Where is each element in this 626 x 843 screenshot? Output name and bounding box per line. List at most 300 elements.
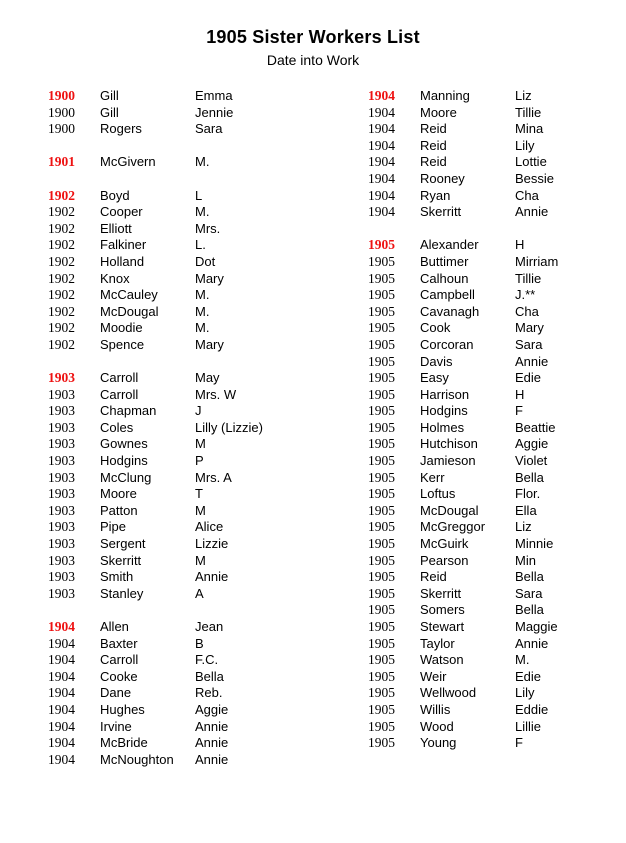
surname-cell: Watson [420,652,464,668]
given-name-cell: Mary [195,270,224,286]
year-cell: 1905 [368,552,395,568]
given-name-cell: Flor. [515,486,541,502]
list-item [48,669,348,686]
year-cell: 1904 [48,685,75,701]
year-cell: 1905 [368,635,395,651]
section-spacer [368,221,618,238]
list-item [48,387,348,404]
surname-cell: McNoughton [100,751,174,767]
list-item [368,652,618,669]
list-item [48,536,348,553]
year-cell: 1904 [48,751,75,767]
given-name-cell: Dot [195,253,216,269]
year-cell: 1903 [48,386,75,402]
given-name-cell: Aggie [195,701,229,717]
given-name-cell: Jennie [195,104,234,120]
given-name-cell: Bella [515,602,544,618]
year-cell: 1905 [368,486,395,502]
year-cell: 1902 [48,237,75,253]
year-cell: 1905 [368,519,395,535]
surname-cell: Alexander [420,237,479,253]
given-name-cell: P [195,453,204,469]
list-item [368,121,618,138]
list-item [48,154,348,171]
list-item [368,88,618,105]
given-name-cell: Lillie [515,718,542,734]
surname-cell: Baxter [100,635,138,651]
year-cell: 1900 [48,104,75,120]
surname-cell: McBride [100,735,148,751]
year-cell: 1904 [48,735,75,751]
list-item [368,735,618,752]
surname-cell: Pearson [420,552,469,568]
year-cell: 1903 [48,552,75,568]
surname-cell: Knox [100,270,130,286]
given-name-cell: M [195,552,206,568]
year-cell: 1904 [48,652,75,668]
given-name-cell: Emma [195,88,233,103]
list-item [368,519,618,536]
year-cell: 1902 [48,220,75,236]
given-name-cell: Bessie [515,170,555,186]
surname-cell: Gownes [100,436,148,452]
surname-cell: Coles [100,419,134,435]
surname-cell: Cooke [100,668,138,684]
year-cell: 1905 [368,652,395,668]
given-name-cell: M. [515,652,530,668]
surname-cell: Harrison [420,386,470,402]
list-item [368,254,618,271]
list-item [48,636,348,653]
list-item [368,602,618,619]
given-name-cell: Ella [515,502,537,518]
year-cell: 1905 [368,287,395,303]
given-name-cell: Tillie [515,104,542,120]
year-cell: 1903 [48,569,75,585]
year-cell: 1904 [48,635,75,651]
given-name-cell: Sara [195,121,223,137]
list-item [48,619,348,636]
year-cell: 1904 [48,668,75,684]
section-spacer [48,138,348,155]
list-item [48,320,348,337]
list-item [368,320,618,337]
list-item [48,519,348,536]
year-cell: 1905 [368,386,395,402]
year-cell: 1902 [48,287,75,303]
year-cell: 1902 [48,253,75,269]
list-item [368,138,618,155]
list-item [368,354,618,371]
list-item [368,105,618,122]
given-name-cell: Cha [515,303,539,319]
year-cell: 1905 [368,453,395,469]
given-name-cell: Aggie [515,436,549,452]
surname-cell: Pipe [100,519,127,535]
list-item [368,304,618,321]
given-name-cell: M. [195,204,210,220]
given-name-cell: Mrs. A [195,469,232,485]
year-cell: 1903 [48,519,75,535]
given-name-cell: Lottie [515,154,547,170]
surname-cell: Chapman [100,403,157,419]
list-item [368,204,618,221]
surname-cell: Hodgins [100,453,148,469]
given-name-cell: Minnie [515,536,554,552]
given-name-cell: Edie [515,668,542,684]
list-item [368,171,618,188]
year-cell: 1905 [368,569,395,585]
given-name-cell: A [195,585,204,601]
page-subtitle: Date into Work [266,52,360,68]
surname-cell: Falkiner [100,237,147,253]
given-name-cell: M. [195,287,210,303]
surname-cell: Smith [100,569,134,585]
year-cell: 1905 [368,370,395,386]
surname-cell: Skerritt [420,585,462,601]
list-item [368,387,618,404]
surname-cell: Reid [420,137,447,153]
list-item [48,403,348,420]
section-spacer [48,602,348,619]
surname-cell: Skerritt [100,552,142,568]
given-name-cell: Bella [515,569,544,585]
year-cell: 1900 [48,121,75,137]
given-name-cell: F [515,403,523,419]
given-name-cell: Annie [195,735,229,751]
year-cell-section-start: 1903 [48,370,75,386]
surname-cell: Somers [420,602,465,618]
year-cell: 1902 [48,336,75,352]
given-name-cell: Mrs. W [195,386,237,402]
given-name-cell: Mary [515,320,544,336]
surname-cell: Stewart [420,619,465,634]
year-cell: 1904 [368,104,395,120]
list-item [48,304,348,321]
surname-cell: Kerr [420,469,445,485]
list-item [48,204,348,221]
year-cell: 1905 [368,403,395,419]
given-name-cell: Lilly (Lizzie) [195,419,263,435]
year-cell: 1903 [48,585,75,601]
given-name-cell: Mrs. [195,220,221,236]
surname-cell: Holland [100,253,145,269]
list-item [368,337,618,354]
given-name-cell: B [195,635,204,651]
given-name-cell: Cha [515,187,539,203]
surname-cell: Hutchison [420,436,478,452]
given-name-cell: Jean [195,619,224,634]
surname-cell: Rogers [100,121,142,137]
year-cell: 1905 [368,320,395,336]
list-item [48,436,348,453]
year-cell: 1904 [368,154,395,170]
surname-cell: Carroll [100,370,139,386]
given-name-cell: Maggie [515,619,558,634]
surname-cell: Allen [100,619,129,634]
surname-cell: Buttimer [420,253,469,269]
surname-cell: McGuirk [420,536,469,552]
given-name-cell: M. [195,303,210,319]
list-item [368,453,618,470]
surname-cell: Moore [420,104,457,120]
given-name-cell: Mina [515,121,544,137]
surname-cell: Carroll [100,652,139,668]
surname-cell: Cooper [100,204,143,220]
list-item [368,503,618,520]
surname-cell: Loftus [420,486,456,502]
list-item [368,586,618,603]
year-cell: 1905 [368,303,395,319]
year-cell: 1905 [368,469,395,485]
list-item [48,586,348,603]
year-cell: 1905 [368,585,395,601]
list-item [48,652,348,669]
surname-cell: Reid [420,121,447,137]
year-cell: 1903 [48,486,75,502]
given-name-cell: T [195,486,203,502]
given-name-cell: Lily [515,685,535,701]
year-cell: 1903 [48,419,75,435]
year-cell: 1903 [48,436,75,452]
year-cell: 1905 [368,619,395,634]
surname-cell: Calhoun [420,270,469,286]
surname-cell: Stanley [100,585,144,601]
given-name-cell: Edie [515,370,542,386]
list-item [48,752,348,769]
year-cell: 1905 [368,668,395,684]
year-cell: 1904 [368,187,395,203]
surname-cell: McCauley [100,287,158,303]
surname-cell: Gill [100,104,119,120]
list-item [48,486,348,503]
surname-cell: Jamieson [420,453,476,469]
year-cell-section-start: 1905 [368,237,395,253]
surname-cell: Taylor [420,635,455,651]
year-cell: 1905 [368,602,395,618]
list-item [48,569,348,586]
surname-cell: Cavanagh [420,303,480,319]
year-cell: 1905 [368,685,395,701]
list-item [368,619,618,636]
list-item [368,669,618,686]
list-item [48,105,348,122]
surname-cell: McDougal [100,303,159,319]
list-item [48,337,348,354]
list-item [368,702,618,719]
list-item [48,719,348,736]
list-item [48,470,348,487]
surname-cell: McGreggor [420,519,486,535]
given-name-cell: Annie [195,718,229,734]
surname-cell: Moore [100,486,137,502]
surname-cell: Wellwood [420,685,477,701]
given-name-cell: M [195,502,206,518]
list-item [368,271,618,288]
given-name-cell: H [515,237,525,253]
year-cell: 1902 [48,204,75,220]
list-item [368,685,618,702]
surname-cell: Ryan [420,187,451,203]
list-item [368,636,618,653]
surname-cell: Cook [420,320,451,336]
year-cell: 1905 [368,270,395,286]
list-item [48,271,348,288]
given-name-cell: Min [515,552,536,568]
list-item [368,536,618,553]
year-cell: 1904 [368,170,395,186]
given-name-cell: Annie [195,751,229,767]
list-item [48,685,348,702]
given-name-cell: Sara [515,336,543,352]
year-cell: 1903 [48,469,75,485]
year-cell: 1905 [368,436,395,452]
page-title: 1905 Sister Workers List [206,27,420,47]
given-name-cell: Eddie [515,701,549,717]
list-item [48,121,348,138]
year-cell: 1904 [48,718,75,734]
given-name-cell: Lily [515,137,535,153]
list-item [368,436,618,453]
year-cell: 1905 [368,419,395,435]
surname-cell: Campbell [420,287,475,303]
list-item [368,154,618,171]
year-cell-section-start: 1904 [368,88,395,103]
year-cell: 1905 [368,718,395,734]
surname-cell: Young [420,735,457,751]
surname-cell: Willis [420,701,451,717]
surname-cell: Easy [420,370,449,386]
surname-cell: Manning [420,88,470,103]
given-name-cell: Annie [515,353,549,369]
given-name-cell: L. [195,237,206,253]
surname-cell: McGivern [100,154,156,170]
list-item [368,420,618,437]
surname-cell: Patton [100,502,138,518]
given-name-cell: Tillie [515,270,542,286]
list-item [368,237,618,254]
surname-cell: Dane [100,685,132,701]
list-item [368,188,618,205]
surname-cell: Sergent [100,536,146,552]
list-item [48,702,348,719]
list-item [48,370,348,387]
year-cell-section-start: 1900 [48,88,75,103]
given-name-cell: Lizzie [195,536,229,552]
list-item [48,553,348,570]
given-name-cell: Beattie [515,419,556,435]
given-name-cell: J.** [515,287,536,303]
year-cell: 1903 [48,403,75,419]
year-cell: 1905 [368,253,395,269]
list-item [368,403,618,420]
surname-cell: Corcoran [420,336,474,352]
surname-cell: Weir [420,668,447,684]
year-cell: 1904 [368,121,395,137]
year-cell: 1904 [368,137,395,153]
given-name-cell: Sara [515,585,543,601]
year-cell-section-start: 1904 [48,619,75,634]
given-name-cell: F [515,735,523,751]
year-cell: 1904 [48,701,75,717]
surname-cell: Skerritt [420,204,462,220]
year-cell: 1903 [48,536,75,552]
section-spacer [48,171,348,188]
given-name-cell: Annie [515,204,549,220]
surname-cell: Irvine [100,718,132,734]
surname-cell: Wood [420,718,454,734]
given-name-cell: Mirriam [515,253,559,269]
surname-cell: Boyd [100,187,130,203]
list-item [48,88,348,105]
list-item [48,237,348,254]
surname-cell: Spence [100,336,145,352]
given-name-cell: H [515,386,525,402]
list-item [368,569,618,586]
list-item [48,287,348,304]
year-cell: 1905 [368,353,395,369]
year-cell: 1903 [48,453,75,469]
year-cell: 1905 [368,336,395,352]
surname-cell: Hodgins [420,403,468,419]
surname-cell: McClung [100,469,152,485]
surname-cell: Moodie [100,320,143,336]
list-item [368,470,618,487]
list-item [368,370,618,387]
section-spacer [48,354,348,371]
given-name-cell: Liz [515,88,532,103]
year-cell: 1902 [48,270,75,286]
year-cell: 1905 [368,536,395,552]
surname-cell: Elliott [100,220,132,236]
worker-list-column-right [368,88,618,752]
given-name-cell: Reb. [195,685,223,701]
given-name-cell: Annie [195,569,229,585]
worker-list-column-left [48,88,348,768]
given-name-cell: M. [195,320,210,336]
given-name-cell: Mary [195,336,224,352]
list-item [48,221,348,238]
year-cell-section-start: 1902 [48,187,75,203]
list-item [48,453,348,470]
given-name-cell: Annie [515,635,549,651]
given-name-cell: M. [195,154,210,170]
list-item [48,254,348,271]
year-cell: 1902 [48,320,75,336]
given-name-cell: Bella [515,469,544,485]
surname-cell: Reid [420,569,447,585]
list-item [368,486,618,503]
year-cell: 1905 [368,735,395,751]
given-name-cell: F.C. [195,652,219,668]
year-cell: 1905 [368,502,395,518]
surname-cell: Reid [420,154,447,170]
list-item [48,188,348,205]
surname-cell: Carroll [100,386,139,402]
given-name-cell: L [195,187,203,203]
given-name-cell: M [195,436,206,452]
list-item [48,503,348,520]
year-cell: 1902 [48,303,75,319]
given-name-cell: Alice [195,519,224,535]
given-name-cell: Liz [515,519,532,535]
surname-cell: McDougal [420,502,479,518]
year-cell: 1905 [368,701,395,717]
given-name-cell: Bella [195,668,224,684]
given-name-cell: J [195,403,202,419]
surname-cell: Hughes [100,701,145,717]
list-item [368,287,618,304]
